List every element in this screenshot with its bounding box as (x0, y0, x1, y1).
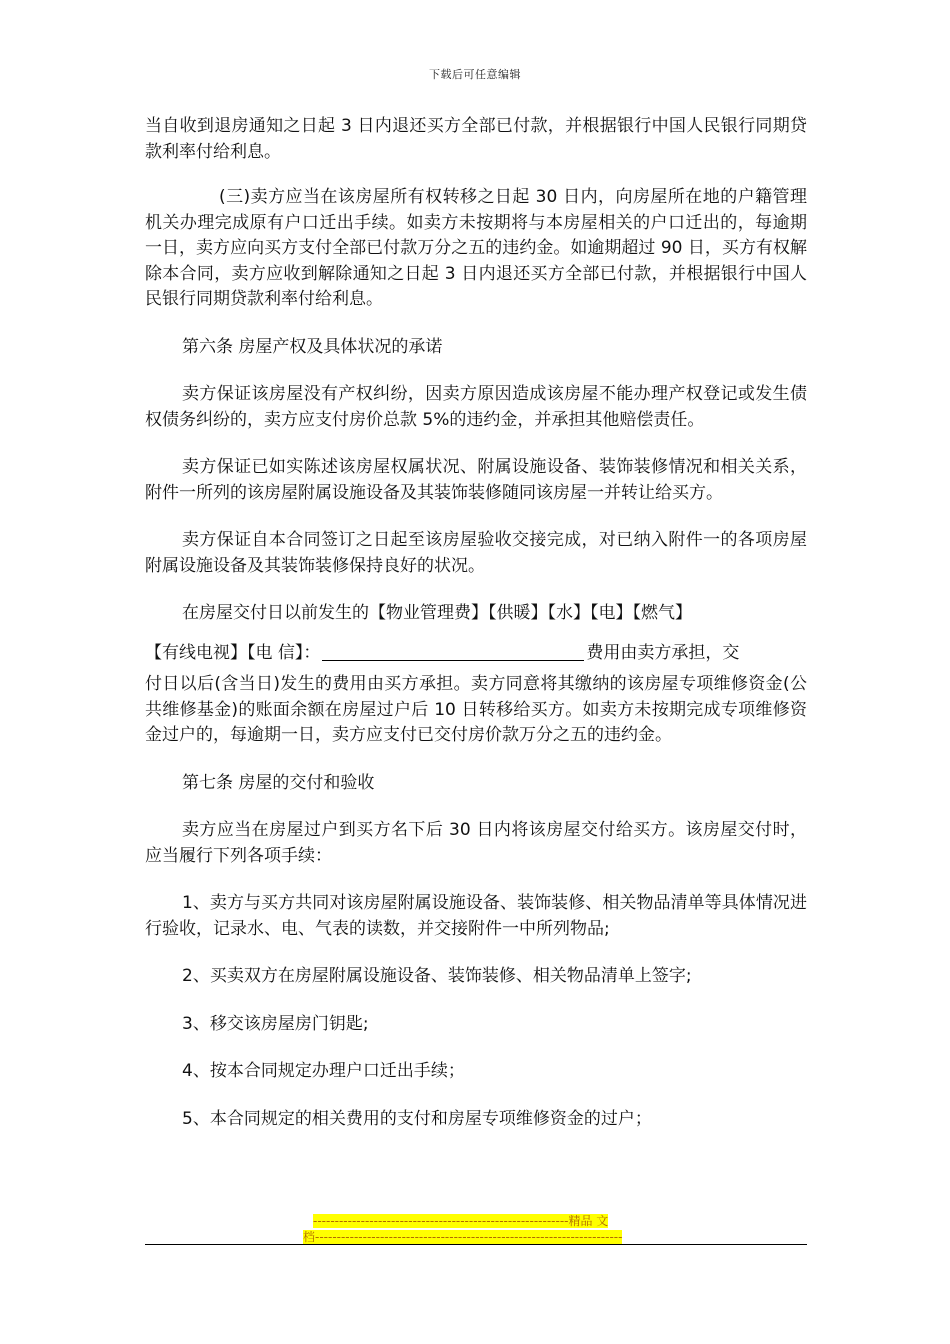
paragraph-delivery-procedure: 卖方应当在房屋过户到买方名下后 30 日内将该房屋交付给买方。该房屋交付时，应当履行下列各项手续： (145, 820, 807, 866)
fees-blank-field[interactable] (322, 642, 584, 661)
list-item-inspection: 1、卖方与买方共同对该房屋附属设施设备、装饰装修、相关物品清单等具体情况进行验收，记录水、电、气表的读数，并交接附件一中所列物品; (145, 893, 807, 939)
footer-divider (145, 1244, 807, 1245)
paragraph-maintenance-fund: 付日以后(含当日)发生的费用由买方承担。卖方同意将其缴纳的该房屋专项维修资金(公共维修基金)的账面余额在房屋过户后 10 日转移给买方。如卖方未按期完成专项维修资金过户的，每逾期一日，卖方应支付已交付房价款万分之五的违约金。 (145, 674, 807, 745)
list-item-keys: 3、移交该房屋房门钥匙; (182, 1013, 369, 1034)
paragraph-refund-clause: 当自收到退房通知之日起 3 日内退还买方全部已付款，并根据银行中国人民银行同期贷款利率付给利息。 (145, 116, 807, 162)
list-item-fees-transfer: 5、本合同规定的相关费用的支付和房屋专项维修资金的过户； (182, 1108, 652, 1129)
fees-suffix: 费用由卖方承担，交 (586, 642, 740, 663)
page-header: 下载后可任意编辑 (429, 68, 521, 81)
paragraph-fees-line-2 (145, 641, 807, 667)
article-7-heading: 第七条 房屋的交付和验收 (182, 772, 375, 793)
document-body (145, 114, 807, 1154)
paragraph-household-registration: (三)卖方应当在该房屋所有权转移之日起 30 日内，向房屋所在地的户籍管理机关办理完成原有户口迁出手续。如卖方未按期将与本房屋相关的户口迁出的，每逾期一日，卖方应向买方支付全部已付款万分之五的违约金。如逾期超过 90 日，买方有权解除本合同，卖方应收到解除通知之日起 3 日内退还买方全部已付款，并根据银行中国人民银行同期贷款利率付给利息。 (145, 187, 807, 309)
paragraph-facilities-statement: 卖方保证已如实陈述该房屋权属状况、附属设施设备、装饰装修情况和相关关系，附件一所列的该房屋附属设施设备及其装饰装修随同该房屋一并转让给买方。 (145, 457, 807, 503)
fees-label: 【有线电视】【电 信】： (145, 642, 321, 663)
footer-line-1: -----------------------------------------------------------精品 文 (313, 1214, 609, 1228)
article-6-heading: 第六条 房屋产权及具体状况的承诺 (182, 336, 443, 357)
list-item-signature: 2、买卖双方在房屋附属设施设备、装饰装修、相关物品清单上签字; (182, 966, 692, 986)
paragraph-fees-line-1: 在房屋交付日以前发生的【物业管理费】【供暖】【水】【电】【燃气】 (182, 603, 692, 623)
paragraph-property-rights-guarantee: 卖方保证该房屋没有产权纠纷，因卖方原因造成该房屋不能办理产权登记或发生债权债务纠纷的，卖方应支付房价总款 5%的违约金，并承担其他赔偿责任。 (145, 384, 807, 430)
paragraph-condition-maintenance: 卖方保证自本合同签订之日起至该房屋验收交接完成，对已纳入附件一的各项房屋附属设施设备及其装饰装修保持良好的状况。 (145, 530, 807, 576)
footer-watermark (303, 1213, 648, 1245)
list-item-household: 4、按本合同规定办理户口迁出手续； (182, 1061, 465, 1081)
footer-line-2: 档----------------------------------------------------------------------- (303, 1230, 623, 1244)
